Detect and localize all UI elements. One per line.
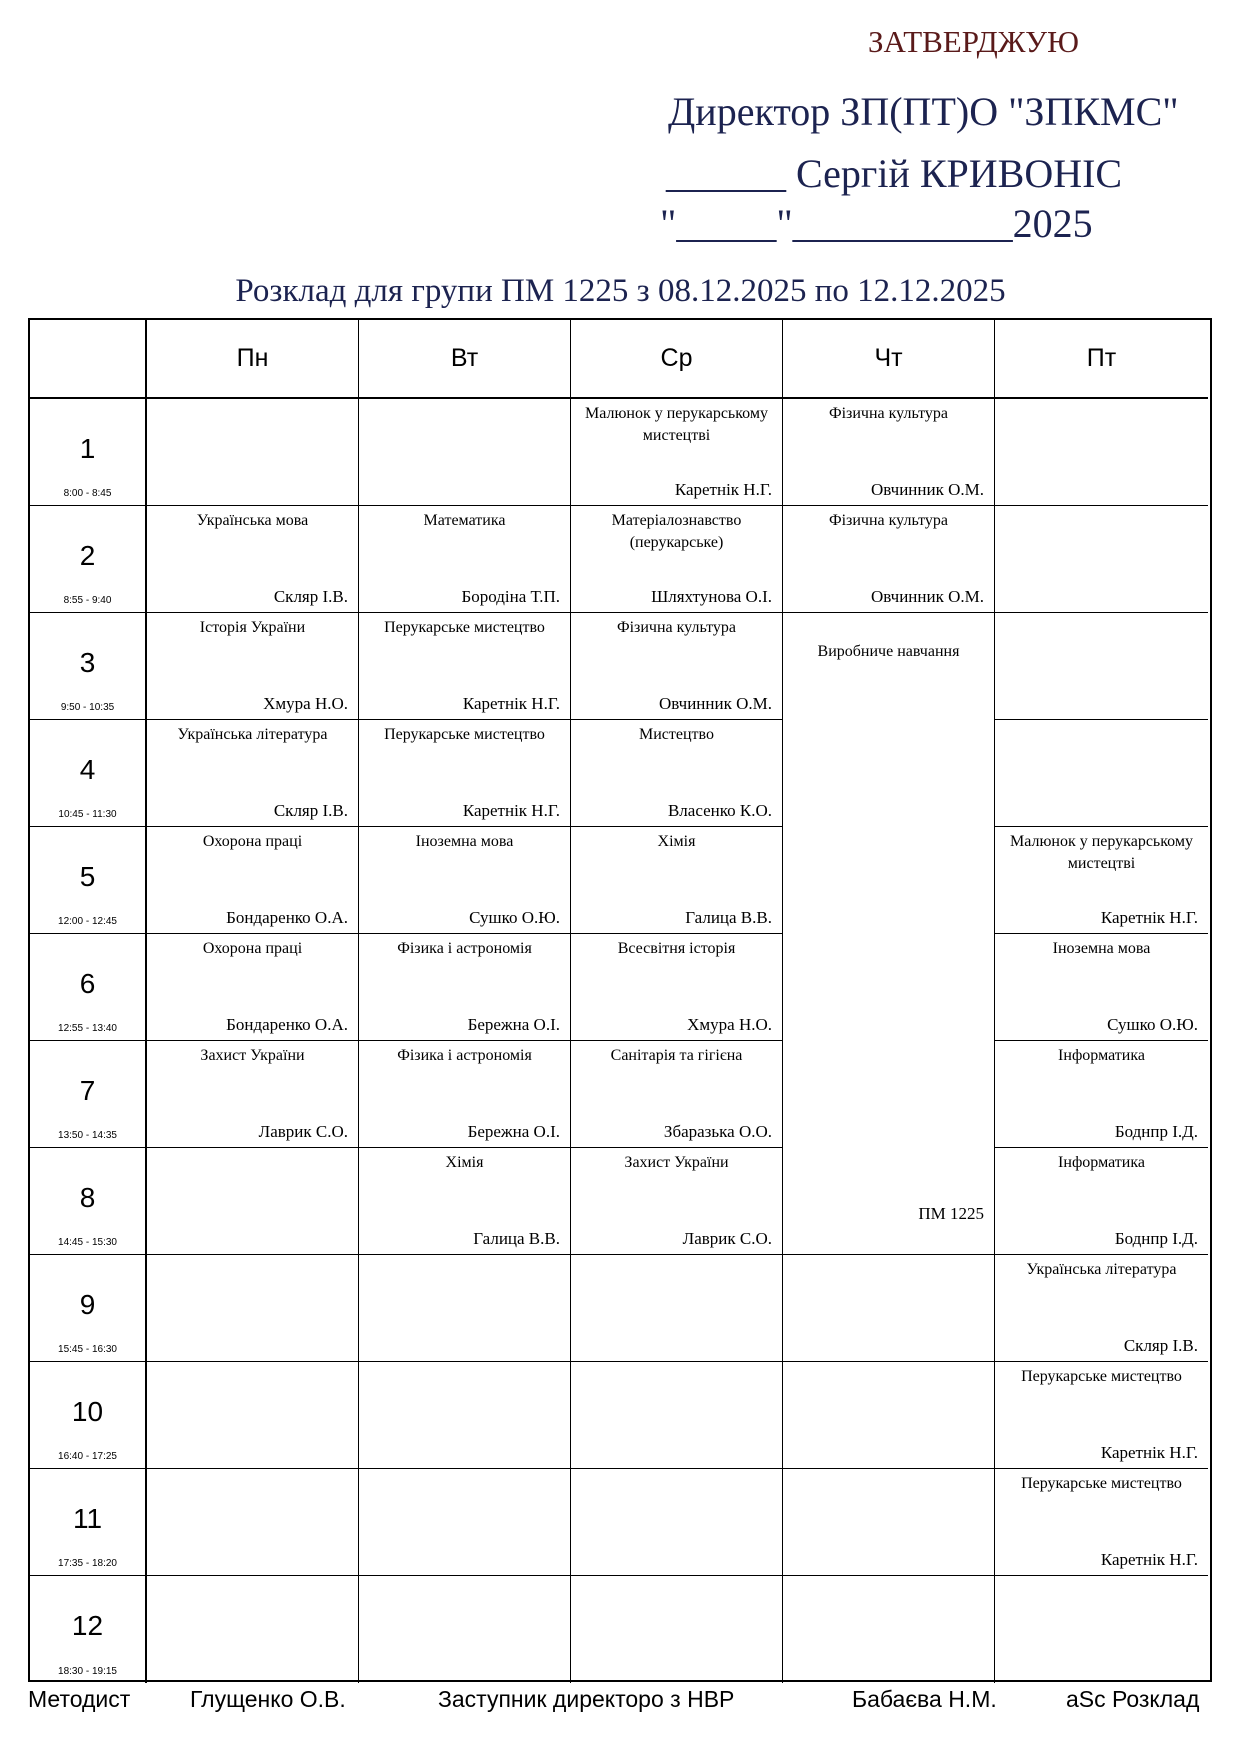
period-cell — [30, 506, 147, 613]
signature-line: ______ Сергій КРИВОНІС — [666, 151, 1123, 196]
date-line: "_____"___________2025 — [660, 201, 1093, 246]
lesson-cell — [571, 934, 783, 1041]
lesson-cell — [147, 1469, 359, 1576]
lesson-cell — [359, 1576, 571, 1683]
lesson-subject: Іноземна мова — [1052, 940, 1151, 957]
lesson-cell — [571, 1362, 783, 1469]
lesson-subject: Матеріалознавство (перукарське) — [611, 512, 742, 551]
lesson-subject: Хімія — [657, 833, 696, 850]
lesson-teacher: Каретнік Н.Г. — [1100, 908, 1198, 927]
lesson-subject: Українська література — [1026, 1261, 1177, 1278]
lesson-cell — [571, 827, 783, 934]
period-time: 16:40 - 17:25 — [58, 1451, 117, 1462]
period-time: 14:45 - 15:30 — [58, 1237, 117, 1248]
period-time: 18:30 - 19:15 — [58, 1666, 117, 1677]
lesson-cell — [359, 934, 571, 1041]
lesson-teacher: Каретнік Н.Г. — [462, 801, 560, 820]
lesson-subject: Перукарське мистецтво — [1021, 1368, 1182, 1385]
period-cell — [30, 1469, 147, 1576]
lesson-subject: Українська література — [177, 726, 328, 743]
period-time: 17:35 - 18:20 — [58, 1558, 117, 1569]
period-number: 6 — [79, 968, 96, 999]
lesson-subject: Математика — [423, 512, 506, 529]
lesson-cell — [147, 1576, 359, 1683]
lesson-teacher: Бережна О.І. — [467, 1015, 560, 1034]
lesson-cell — [995, 1362, 1208, 1469]
period-number: 1 — [79, 433, 96, 464]
period-number: 11 — [72, 1503, 103, 1534]
lesson-cell — [147, 720, 359, 827]
lesson-cell — [995, 613, 1208, 720]
lesson-teacher: Овчинник О.М. — [659, 694, 772, 713]
period-cell — [30, 1576, 147, 1683]
period-cell — [30, 613, 147, 720]
lesson-cell — [995, 1148, 1208, 1255]
group-label: ПМ 1225 — [918, 1204, 984, 1223]
lesson-cell — [359, 720, 571, 827]
lesson-subject: Хімія — [445, 1154, 484, 1171]
lesson-cell — [571, 720, 783, 827]
lesson-teacher: Каретнік Н.Г. — [462, 694, 560, 713]
lesson-cell — [147, 1362, 359, 1469]
period-cell — [30, 827, 147, 934]
day-header-tue: Вт — [359, 320, 571, 399]
lesson-cell — [147, 399, 359, 506]
period-number: 7 — [79, 1075, 96, 1106]
schedule-table — [28, 318, 1212, 1682]
lesson-teacher: Власенко К.О. — [667, 801, 772, 820]
period-number: 9 — [79, 1289, 96, 1320]
lesson-teacher: Лаврик С.О. — [682, 1229, 772, 1248]
lesson-subject: Фізична культура — [828, 512, 949, 529]
lesson-cell — [571, 1576, 783, 1683]
lesson-teacher: Каретнік Н.Г. — [1100, 1550, 1198, 1569]
lesson-teacher: Каретнік Н.Г. — [1100, 1443, 1198, 1462]
lesson-teacher: Сушко О.Ю. — [469, 908, 560, 927]
lesson-cell — [359, 399, 571, 506]
day-header-wed: Ср — [571, 320, 783, 399]
lesson-teacher: Скляр І.В. — [273, 587, 348, 606]
lesson-subject: Виробниче навчання — [817, 643, 960, 660]
lesson-cell — [147, 934, 359, 1041]
lesson-teacher: Шляхтунова О.І. — [651, 587, 772, 606]
lesson-cell — [147, 613, 359, 720]
lesson-cell — [147, 1255, 359, 1362]
software-credit: aSc Розклад — [1066, 1686, 1200, 1712]
period-time: 13:50 - 14:35 — [58, 1130, 117, 1141]
lesson-cell — [995, 1469, 1208, 1576]
lesson-cell — [147, 827, 359, 934]
lesson-subject: Українська мова — [196, 512, 309, 529]
lesson-teacher: Овчинник О.М. — [871, 587, 984, 606]
corner-cell — [30, 320, 147, 399]
lesson-subject: Фізична культура — [616, 619, 737, 636]
lesson-teacher: Збаразька О.О. — [663, 1122, 772, 1141]
lesson-subject: Захист України — [200, 1047, 305, 1064]
period-number: 3 — [79, 647, 96, 678]
period-time: 12:00 - 12:45 — [58, 916, 117, 927]
lesson-cell — [783, 399, 995, 506]
lesson-cell — [783, 1576, 995, 1683]
lesson-subject: Малюнок у перукарському мистецтві — [1009, 833, 1193, 872]
lesson-teacher: Бородіна Т.П. — [461, 587, 560, 606]
lesson-cell — [995, 720, 1208, 827]
lesson-cell — [571, 1148, 783, 1255]
period-cell — [30, 720, 147, 827]
lesson-cell — [571, 1041, 783, 1148]
period-cell — [30, 934, 147, 1041]
period-time: 8:00 - 8:45 — [63, 488, 112, 499]
period-cell — [30, 1041, 147, 1148]
lesson-subject: Мистецтво — [639, 726, 714, 743]
lesson-subject: Перукарське мистецтво — [384, 619, 545, 636]
lesson-subject: Фізика і астрономія — [397, 940, 532, 957]
period-cell — [30, 399, 147, 506]
lesson-teacher: Бондаренко О.А. — [226, 1015, 348, 1034]
lesson-subject: Іноземна мова — [415, 833, 514, 850]
lesson-cell — [571, 399, 783, 506]
period-cell — [30, 1255, 147, 1362]
lesson-cell — [359, 1362, 571, 1469]
lesson-teacher: Бондаренко О.А. — [226, 908, 348, 927]
lesson-subject: Санітарія та гігієна — [610, 1047, 743, 1064]
lesson-subject: Охорона праці — [202, 940, 303, 957]
lesson-cell — [147, 1148, 359, 1255]
lesson-subject: Захист України — [624, 1154, 729, 1171]
period-number: 5 — [79, 861, 96, 892]
lesson-subject: Інформатика — [1058, 1154, 1145, 1171]
lesson-cell — [359, 506, 571, 613]
lesson-subject: Охорона праці — [202, 833, 303, 850]
lesson-cell — [783, 1469, 995, 1576]
lesson-cell — [359, 1469, 571, 1576]
lesson-teacher: Галица В.В. — [685, 908, 772, 927]
lesson-cell — [571, 506, 783, 613]
period-cell — [30, 1362, 147, 1469]
lesson-cell — [995, 827, 1208, 934]
day-header-thu: Чт — [783, 320, 995, 399]
lesson-teacher: Лаврик С.О. — [258, 1122, 348, 1141]
period-time: 9:50 - 10:35 — [60, 702, 115, 713]
lesson-teacher: Каретнік Н.Г. — [674, 480, 772, 499]
lesson-cell — [783, 506, 995, 613]
lesson-subject: Фізична культура — [828, 405, 949, 422]
methodist-label: Методист — [28, 1686, 131, 1712]
lesson-cell — [571, 613, 783, 720]
lesson-cell — [995, 1255, 1208, 1362]
period-time: 10:45 - 11:30 — [58, 809, 117, 820]
lesson-subject: Перукарське мистецтво — [1021, 1475, 1182, 1492]
period-time: 12:55 - 13:40 — [58, 1023, 117, 1034]
day-header-fri: Пт — [995, 320, 1208, 399]
lesson-subject: Інформатика — [1058, 1047, 1145, 1064]
day-header-mon: Пн — [147, 320, 359, 399]
lesson-cell — [995, 934, 1208, 1041]
lesson-teacher: Скляр І.В. — [273, 801, 348, 820]
period-number: 10 — [71, 1396, 104, 1427]
lesson-cell — [359, 1255, 571, 1362]
lesson-subject: Історія України — [199, 619, 306, 636]
lesson-cell — [359, 613, 571, 720]
period-number: 2 — [79, 540, 96, 571]
lesson-teacher: Боднпр І.Д. — [1114, 1122, 1198, 1141]
lesson-cell — [571, 1255, 783, 1362]
period-cell — [30, 1148, 147, 1255]
footer — [0, 1682, 1241, 1722]
lesson-teacher: Хмура Н.О. — [263, 694, 348, 713]
lesson-subject: Всесвітня історія — [617, 940, 736, 957]
period-number: 4 — [79, 754, 96, 785]
lesson-cell — [571, 1469, 783, 1576]
lesson-teacher: Хмура Н.О. — [687, 1015, 772, 1034]
lesson-teacher: Бережна О.І. — [467, 1122, 560, 1141]
period-number: 12 — [71, 1610, 104, 1641]
lesson-subject: Перукарське мистецтво — [384, 726, 545, 743]
deputy-label: Заступник директоро з НВР — [438, 1686, 735, 1712]
lesson-teacher: Скляр І.В. — [1123, 1336, 1198, 1355]
lesson-cell — [147, 1041, 359, 1148]
lesson-teacher: Галица В.В. — [473, 1229, 560, 1248]
lesson-subject: Малюнок у перукарському мистецтві — [584, 405, 768, 444]
lesson-cell — [359, 1148, 571, 1255]
deputy-name: Бабаєва Н.М. — [852, 1686, 997, 1712]
approve-label: ЗАТВЕРДЖУЮ — [868, 24, 1079, 59]
page-title: Розклад для групи ПМ 1225 з 08.12.2025 по 12.12.2025 — [235, 273, 1006, 309]
lesson-subject: Фізика і астрономія — [397, 1047, 532, 1064]
production-training-block — [783, 613, 995, 1255]
lesson-cell — [995, 1576, 1208, 1683]
lesson-cell — [147, 506, 359, 613]
methodist-name: Глущенко О.В. — [190, 1686, 346, 1712]
lesson-cell — [995, 399, 1208, 506]
lesson-cell — [995, 1041, 1208, 1148]
period-number: 8 — [79, 1182, 96, 1213]
period-time: 8:55 - 9:40 — [63, 595, 112, 606]
lesson-cell — [783, 1255, 995, 1362]
lesson-cell — [359, 827, 571, 934]
lesson-teacher: Боднпр І.Д. — [1114, 1229, 1198, 1248]
lesson-cell — [995, 506, 1208, 613]
lesson-teacher: Сушко О.Ю. — [1107, 1015, 1198, 1034]
director-title: Директор ЗП(ПТ)О "ЗПКМС" — [668, 89, 1179, 134]
lesson-cell — [783, 1362, 995, 1469]
lesson-teacher: Овчинник О.М. — [871, 480, 984, 499]
lesson-cell — [359, 1041, 571, 1148]
period-time: 15:45 - 16:30 — [58, 1344, 117, 1355]
